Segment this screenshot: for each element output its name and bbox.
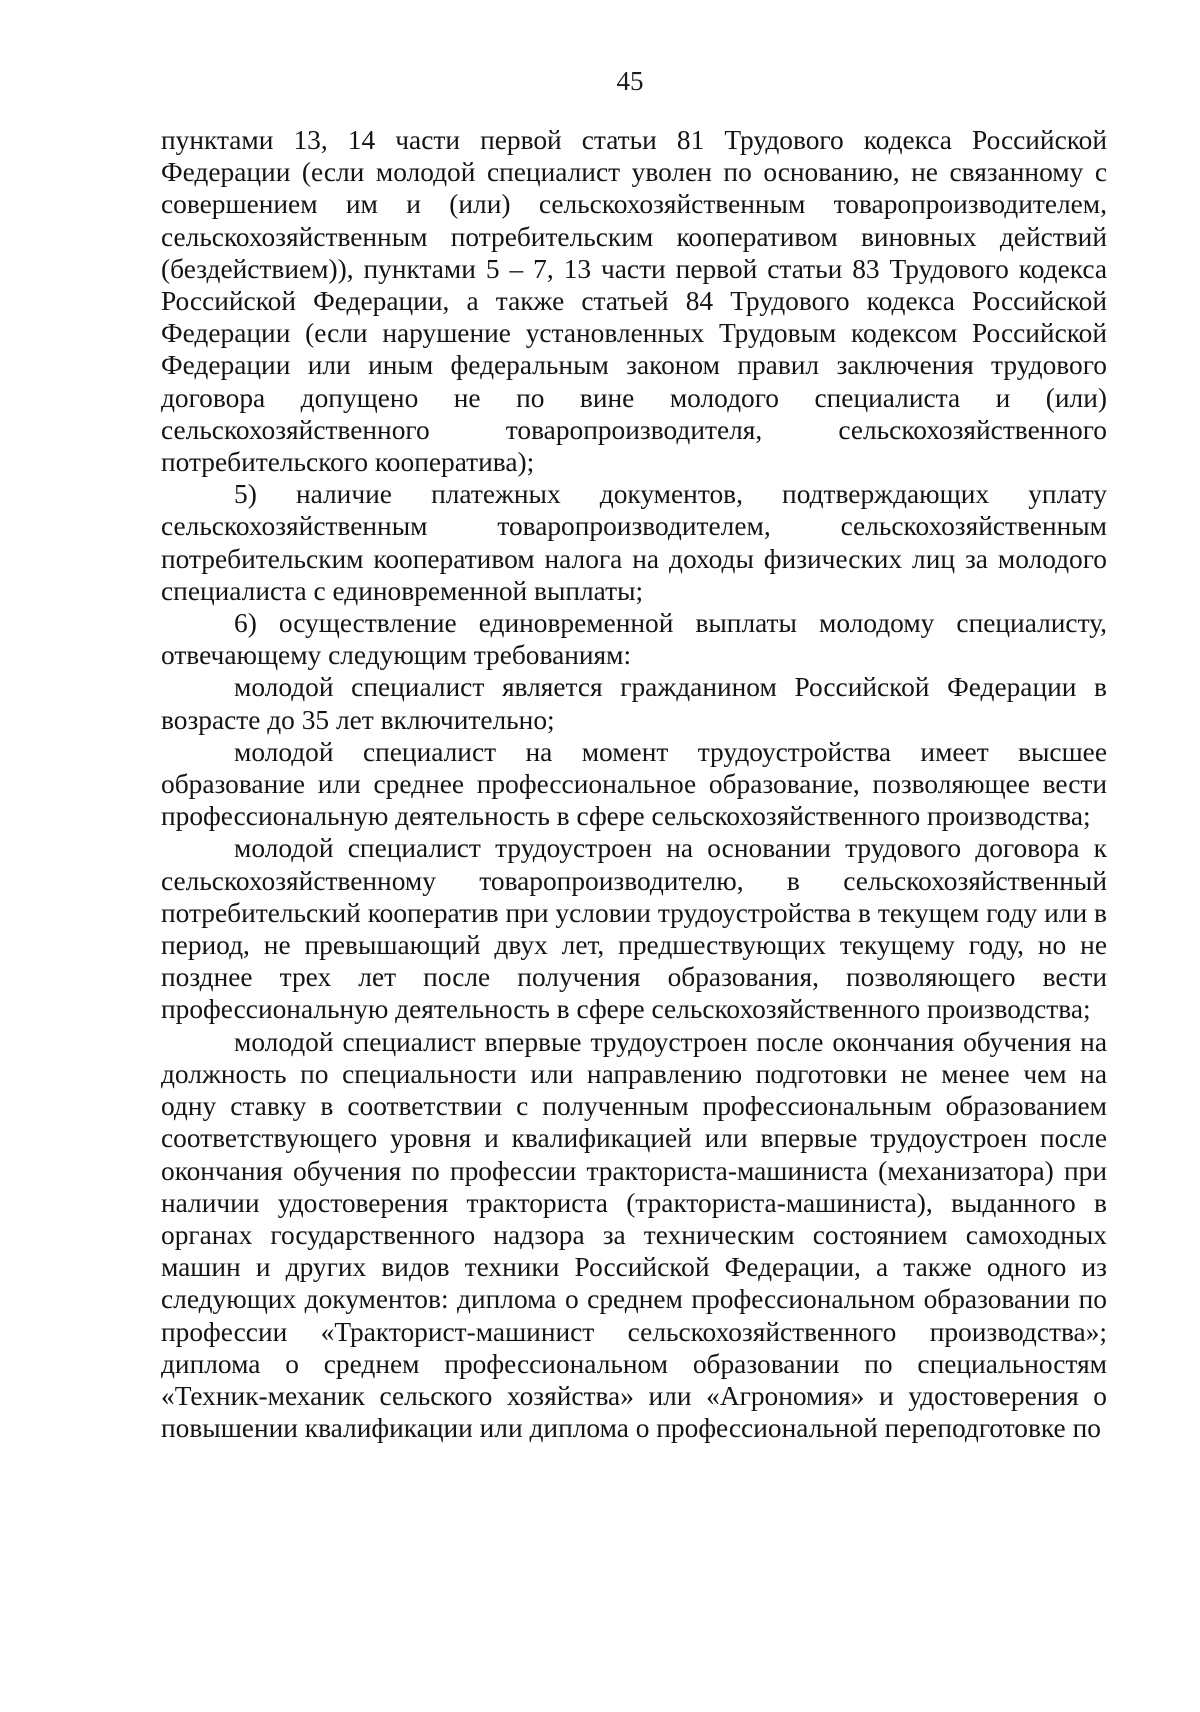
paragraph-4: молодой специалист является гражданином Российской Федерации в возрасте до 35 лет включительно; [161, 672, 1107, 735]
paragraph-5: молодой специалист на момент трудоустройства имеет высшее образование или среднее профессиональное образование, позволяющее вести профессиональную деятельность в сфере сельскохозяйственного производства; [161, 736, 1107, 832]
paragraph-2: 5) наличие платежных документов, подтверждающих уплату сельскохозяйственным товаропроизводителем, сельскохозяйственным потребительским кооперативом налога на доходы физических лиц за молодого специалиста с единовременной выплаты; [161, 479, 1107, 606]
paragraph-1: пунктами 13, 14 части первой статьи 81 Трудового кодекса Российской Федерации (если молодой специалист уволен по основанию, не связанному с совершением им и (или) сельскохозяйственным товаропроизводителем, сельскохозяйственным потребительским кооперативом виновных действий (бездействием)), пунктами 5 – 7, 13 части первой статьи 83 Трудового кодекса Российской Федерации, а также статьей 84 Трудового кодекса Российской Федерации (если нарушение установленных Трудовым кодексом Российской Федерации или иным федеральным законом правил заключения трудового договора допущено не по вине молодого специалиста и (или) сельскохозяйственного товаропроизводителя, сельскохозяйственного потребительского кооператива); [161, 125, 1107, 478]
paragraph-7: молодой специалист впервые трудоустроен после окончания обучения на должность по специальности или направлению подготовки не менее чем на одну ставку в соответствии с полученным профессиональным образованием соответствующего уровня и квалификацией или впервые трудоустроен после окончания обучения по профессии тракториста-машиниста (механизатора) при наличии удостоверения тракториста (тракториста-машиниста), выданного в органах государственного надзора за техническим состоянием самоходных машин и других видов техники Российской Федерации, а также одного из следующих документов: диплома о среднем профессиональном образовании по профессии «Тракторист-машинист сельскохозяйственного производства»; диплома о среднем профессиональном образовании по специальностям «Техник-механик сельского хозяйства» или «Агрономия» и удостоверения о повышении квалификации или диплома о профессиональной переподготовке по [161, 1026, 1107, 1444]
paragraph-6: молодой специалист трудоустроен на основании трудового договора к сельскохозяйственному товаропроизводителю, в сельскохозяйственный потребительский кооператив при условии трудоустройства в текущем году или в период, не превышающий двух лет, предшествующих текущему году, но не позднее трех лет после получения образования, позволяющего вести профессиональную деятельность в сфере сельскохозяйственного производства; [161, 833, 1107, 1025]
paragraph-3: 6) осуществление единовременной выплаты молодому специалисту, отвечающему следующим требованиям: [161, 608, 1107, 671]
page-number: 45 [616, 66, 644, 96]
document-body [161, 124, 1107, 1444]
